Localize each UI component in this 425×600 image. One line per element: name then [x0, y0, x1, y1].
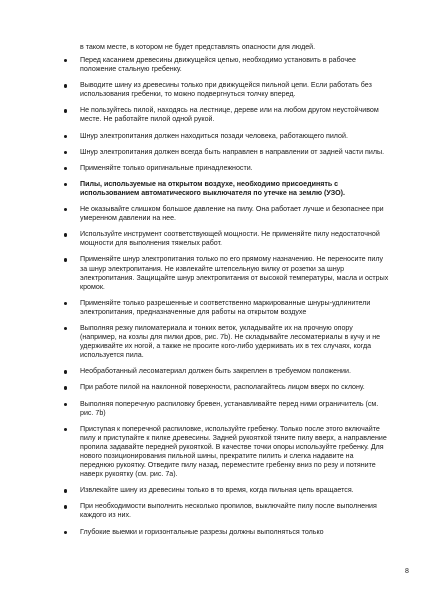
list-item: [0, 383, 425, 392]
bullet-icon: [64, 403, 67, 406]
bullet-icon: [64, 84, 67, 87]
list-item: [0, 106, 425, 124]
bullet-icon: [64, 258, 67, 261]
list-item: [0, 486, 425, 495]
list-item-text: Необработанный лесоматериал должен быть закреплен в требуемом положении.: [80, 367, 351, 376]
list-item-text: Выполняя поперечную распиловку бревен, устанавливайте перед ними ограничитель (см. рис. 7b): [80, 399, 379, 417]
list-item: [0, 400, 425, 418]
bullet-icon: [64, 386, 67, 389]
bullet-icon: [64, 135, 67, 138]
bullet-icon: [64, 233, 67, 236]
list-item-text: Используйте инструмент соответствующей мощности. Не применяйте пилу недостаточной мощности для выполнения тяжелых работ.: [80, 230, 380, 248]
intro-text: в таком месте, в котором не будет представлять опасности для людей.: [80, 43, 316, 51]
bullet-icon: [64, 59, 67, 62]
list-item-text: Выполняя резку пиломатериала и тонких веток, укладывайте их на прочную опору (например, на козлы для пилки дров, рис. 7b). Не складывайте лесоматериалы в кучу и не удерживайте их ногой, а также не просите кого-либо удерживать их в тех случаях, когда используется пила.: [80, 323, 381, 360]
list-item-text: Применяйте шнур электропитания только по его прямому назначению. Не переносите пилу за шнур электропитания. Не извлекайте штепсельную вилку от розетки за шнур электропитания. Защищайте шнур электропитания от высокой температуры, масла и острых кромок.: [80, 255, 389, 291]
list-item-text: Пилы, используемые на открытом воздухе, необходимо присоединять с использованием автоматического выключателя по утечке на землю (УЗО).: [80, 179, 346, 197]
bullet-icon: [64, 327, 67, 330]
bullet-icon: [64, 489, 67, 492]
list-item: [0, 148, 425, 157]
list-item-text: Приступая к поперечной распиловке, используйте гребенку. Только после этого включайте пилу и приступайте к пилке древесины. Задней рукояткой тяните пилу вверх, а направление пропила задавайте передней рукояткой. В качестве точки опоры используйте гребенку. Для нового позиционирования пильной шины, прекратите пилить и слегка надавите на переднюю рукоятку. Отведите пилу назад, переместите гребенку вниз по резу и потяните наверх рукоятку (см. рис. 7a).: [80, 424, 387, 479]
list-item-text: Выводите шину из древесины только при движущейся пильной цепи. Если работать без использования гребенки, то можно подвергнуться толчку вперед.: [80, 81, 372, 99]
list-item-text: Шнур электропитания должен находиться позади человека, работающего пилой.: [80, 131, 348, 140]
list-item: [0, 205, 425, 223]
list-item-text: При необходимости выполнить несколько пропилов, выключайте пилу после выполнения каждого из них.: [80, 502, 377, 520]
list-item-text: При работе пилой на наклонной поверхности, располагайтесь лицом вверх по склону.: [80, 383, 365, 392]
bullet-icon: [64, 370, 67, 373]
list-item: [0, 425, 425, 480]
bullet-icon: [64, 428, 67, 431]
page-number: 8: [405, 568, 409, 575]
bullet-icon: [64, 208, 67, 211]
list-item-text: Шнур электропитания должен всегда быть направлен в направлении от задней части пилы.: [80, 147, 385, 156]
bullet-icon: [64, 183, 67, 186]
list-item: [0, 299, 425, 317]
bullet-icon: [64, 531, 67, 534]
list-item-text: Глубокие выемки и горизонтальные разрезы должны выполняться только: [80, 527, 324, 536]
list-item-text: Извлекайте шину из древесины только в то время, когда пильная цепь вращается.: [80, 486, 354, 495]
list-item: [0, 502, 425, 520]
list-item: [0, 164, 425, 173]
list-item: [0, 255, 425, 291]
safety-instructions-list: [0, 56, 425, 544]
list-item: [0, 81, 425, 99]
list-item: [0, 56, 425, 74]
list-item-text: Применяйте только оригинальные принадлежности.: [80, 163, 253, 172]
list-item: [0, 367, 425, 376]
list-item: [0, 180, 425, 198]
list-item: [0, 132, 425, 141]
list-item: [0, 528, 425, 537]
list-item: [0, 324, 425, 360]
bullet-icon: [64, 151, 67, 154]
bullet-icon: [64, 302, 67, 305]
bullet-icon: [64, 505, 67, 508]
bullet-icon: [64, 109, 67, 112]
list-item-text: Не пользуйтесь пилой, находясь на лестнице, дереве или на любом другом неустойчивом месте. Не работайте пилой одной рукой.: [80, 106, 379, 124]
list-item-text: Не оказывайте слишком большое давление на пилу. Она работает лучше и безопаснее при умеренном давлении на нее.: [80, 205, 384, 223]
list-item-text: Перед касанием древесины движущейся цепью, необходимо установить в рабочее положение стальную гребенку.: [80, 56, 356, 74]
list-item-text: Применяйте только разрешенные и соответственно маркированные шнуры-удлинители электропитания, предназначенные для работы на открытом воздухе: [80, 298, 371, 316]
bullet-icon: [64, 167, 67, 170]
list-item: [0, 230, 425, 248]
